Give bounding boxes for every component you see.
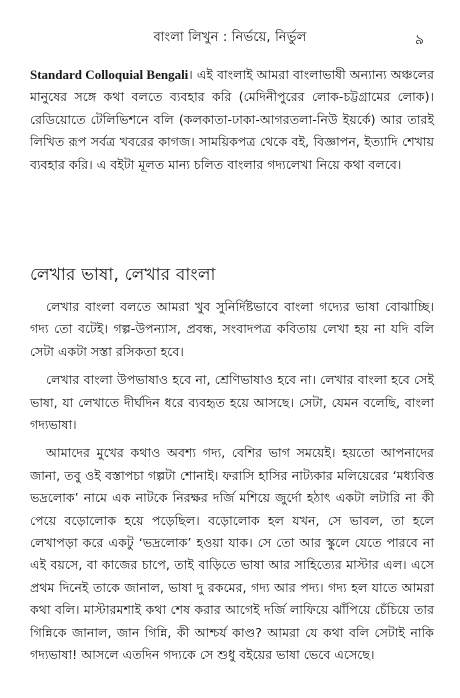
running-title: বাংলা লিখুন : নির্ভয়ে, নির্ভুল: [153, 30, 307, 45]
page-header: [0, 28, 460, 52]
body-paragraph-3: আমাদের মুখের কথাও অবশ্য গদ্য, বেশির ভাগ সময়েই। হয়তো আপনাদের জানা, তবু ওই বস্তাপচা গল্পটা শোনাই। ফরাসি হাসির নাট্যকার মলিয়েরের ‘মধ্যবিত্ত ভদ্রলোক’ নামে এক নাটকে নিরক্ষর দর্জি মশিয়ে জুর্দো হঠাৎ একটা লটারি না কী পেয়ে বড়োলোক হয়ে পড়েছিল। বড়োলোক হল যখন, সে ভাবল, তা হলে লেখাপড়া করে একটু ‘ভদ্রলোক’ হওয়া যাক। সে তো আর স্কুলে যেতে পারবে না এই বয়সে, বা কাজের চাপে, তাই বাড়িতে ভাষা আর সাহিত্যের মাস্টার এল। এসে প্রথম দিনেই তাকে জানাল, ভাষা দু রকমের, গদ্য আর পদ্য। গদ্য হল যাতে আমরা কথা বলি। মাস্টারমশাই কথা শেষ করার আগেই দর্জি লাফিয়ে ঝাঁপিয়ে চেঁচিয়ে তার গিন্নিকে জানাল, জান গিন্নি, কী আশ্চর্য কাণ্ড? আমরা যে কথা বলি সেটাই নাকি গদ্যভাষা! আসলে এতদিন গদ্যকে সে শুধু বইয়ের ভাষা ভেবে এসেছে।: [30, 445, 434, 663]
intro-text: [30, 64, 434, 176]
intro-english-term: Standard Colloquial Bengali: [30, 67, 189, 82]
intro-paragraph: [30, 64, 434, 176]
body-paragraph-1: লেখার বাংলা বলতে আমরা খুব সুনির্দিষ্টভাবে বাংলা গদ্যের ভাষা বোঝাচ্ছি। গদ্য তো বটেই। গল্প-উপন্যাস, প্রবন্ধ, সংবাদপত্র কবিতায় লেখা হয় না যদি বলি সেটা একটা সস্তা রসিকতা হবে।: [30, 299, 434, 359]
section-heading: লেখার ভাষা, লেখার বাংলা: [30, 265, 216, 285]
intro-body: । এই বাংলাই আমরা বাংলাভাষী অন্যান্য অঞ্চলের মানুষের সঙ্গে কথা বলতে ব্যবহার করি (মেদিনীপুরের লোক-চট্টগ্রামের লোক)। রেডিয়োতে টেলিভিশনে বলি (কলকাতা-ঢাকা-আগরতলা-নিউ ইয়র্কে) আর তারই লিখিত রূপ সর্বত্র খবরের কাগজ। সাময়িকপত্র থেকে বই, বিজ্ঞাপন, ইত্যাদি শেখায় ব্যবহার করি। এ বইটা মূলত মান্য চলিত বাংলার গদ্যলেখা নিয়ে কথা বলবে।: [30, 67, 434, 172]
section-body: [30, 296, 434, 667]
page-number: ৯: [414, 32, 424, 48]
body-paragraph-2: লেখার বাংলা উপভাষাও হবে না, শ্রেণিভাষাও হবে না। লেখার বাংলা হবে সেই ভাষা, যা লেখাতে দীর্ঘদিন ধরে ব্যবহৃত হয়ে আসছে। সেটা, যেমন বলেছি, বাংলা গদ্যভাষা।: [30, 372, 434, 433]
